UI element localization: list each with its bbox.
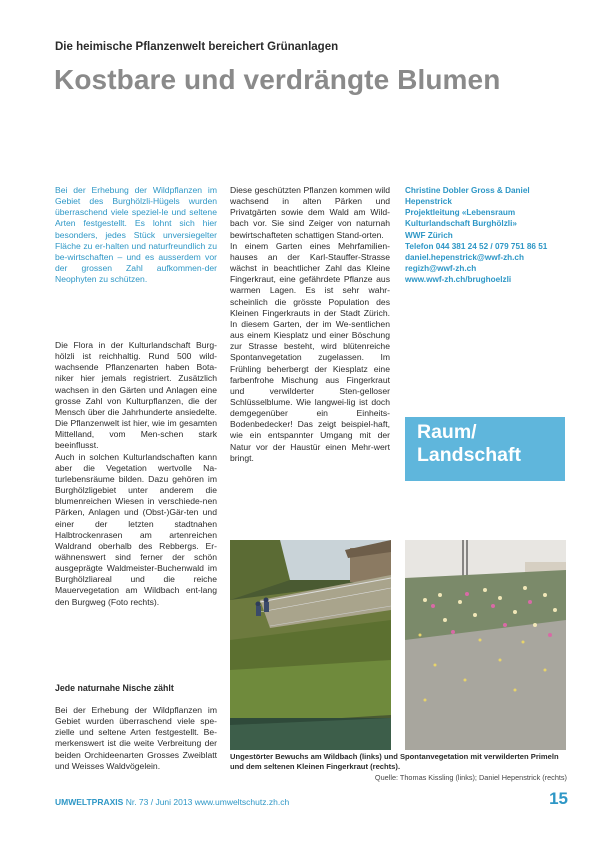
section-heading: Jede naturnahe Nische zählt xyxy=(55,683,174,693)
photo-source: Quelle: Thomas Kissling (links); Daniel Hepenstrick (rechts) xyxy=(374,773,567,782)
article-title: Kostbare und verdrängte Blumen xyxy=(54,64,501,95)
body-paragraph: Bei der Erhebung der Wildpflanzen im Gebiet wurden überraschend viele spe-zielle und seltene Arten festgestellt. Be-merkenswert ist die weite Verbreitung der beiden Orchideenarten Grosses Zweiblatt und Weisses Waldvögelein. xyxy=(55,705,217,771)
section-badge xyxy=(405,417,565,481)
credit-website: www.wwf-zh.ch/brughoelzli xyxy=(405,275,512,285)
body-column-2 xyxy=(230,185,390,464)
badge-line: Landschaft xyxy=(417,444,522,466)
badge-line: Raum/ xyxy=(417,421,477,443)
credit-email: regizh@wwf-zh.ch xyxy=(405,264,477,274)
body-paragraph: Auch in solchen Kulturlandschaften kann aber die Vegetation wertvolle Na-turlebensräume bilden. Dazu gehören im Burghölzligebiet unter anderem die blumenreichen Wiesen in verschiede-nen Pärken, Anlagen und (Obst-)Gär-ten und einer der letzten stadtnahen Halbtrockenrasen am artenreichen Waldrand oberhalb des Rebbergs. Er-wähnenswert sind ferner der schön ausgeprägte Waldmeister-Buchenwald im Burghölzliareal und die reiche Mauervegetation am Wildbach ent-lang den Burgweg (Foto rechts). xyxy=(55,451,217,607)
photo-wildbach xyxy=(230,540,391,750)
footer-issue: Nr. 73 / Juni 2013 xyxy=(125,797,193,807)
page-number: 15 xyxy=(549,789,568,808)
body-column-1-lower xyxy=(55,705,217,772)
lead-text: Bei der Erhebung der Wildpflanzen im Gebiet des Burghölzli-Hügels wurden überraschend viele speziel-le und seltene Arten festgestellt. Es lohnt sich hier besonders, jedes Stück unversiegelter Fläche zu er-halten und naturfreundlich zu be-wirtschaften – und es ausserdem vor der grossen Zahl aufkommen-der Neophyten zu schützen. xyxy=(55,185,217,285)
footer-brand: UMWELTPRAXIS xyxy=(55,797,124,807)
body-paragraph: Die Flora in der Kulturlandschaft Burg-hölzli ist reichhaltig. Rund 500 wild-wachsende Pflanzenarten haben Bota-niker hier jemals registriert. Zusätzlich wachsen in den Gärten und Anlagen eine grosse Zahl von Kulturpflanzen, die der Mensch über die Jahrhunderte ansiedelte. Die Pflanzenwelt ist hier, wie im gesamten Mittelland, vom Men-schen stark beeinflusst. xyxy=(55,340,217,451)
credit-email: daniel.hepenstrick@wwf-zh.ch xyxy=(405,252,524,262)
lead-paragraph xyxy=(55,185,217,285)
photo-primroses xyxy=(405,540,566,750)
credit-org: WWF Zürich xyxy=(405,230,453,240)
credit-role: Kulturlandschaft Burghölzli» xyxy=(405,219,517,229)
body-column-1 xyxy=(55,340,217,608)
credit-name: Hepenstrick xyxy=(405,197,452,207)
page-footer xyxy=(55,797,289,807)
credit-name: Christine Dobler Gross & Daniel xyxy=(405,186,530,195)
body-paragraph: In einem Garten eines Mehrfamilien-hauses an der Karl-Stauffer-Strasse wächst in beachtlicher Zahl das Kleine Fingerkraut, eine gefährdete Pflanze aus warmen Lagen. Es ist sehr wahr-scheinlich die grösste Population des Kleinen Fingerkrauts in der Stadt Zürich. In diesem Garten, der im We-sentlichen aus einem Kiesplatz und einer Böschung zur Strasse besteht, wird blütenreiche Spontanvegetation zugelassen. Im Frühling beherbergt der Kiesplatz eine farbenfrohe Mischung aus Fingerkraut und verwilderter Sten-gelloser Schlüsselblume. Wie langwei-lig ist doch demgegenüber ein Einheits-Bodenbedecker! Das zeigt beispiel-haft, wie ein entspannter Umgang mit der Natur vor der Haustür einen Mehr-wert bringt. xyxy=(230,240,390,463)
credit-role: Projektleitung «Lebensraum xyxy=(405,208,516,218)
photo-caption: Ungestörter Bewuchs am Wildbach (links) und Spontanvegetation mit verwilderten Primeln und dem seltenen Kleinen Fingerkraut (rechts). xyxy=(230,752,559,771)
article-kicker: Die heimische Pflanzenwelt bereichert Grünanlagen xyxy=(55,41,339,53)
author-credits xyxy=(405,185,565,285)
credit-phone: Telefon 044 381 24 52 / 079 751 86 51 xyxy=(405,241,548,251)
footer-url[interactable]: www.umweltschutz.zh.ch xyxy=(194,797,290,807)
body-paragraph: Diese geschützten Pflanzen kommen wild wachsend in alten Pärken und Privatgärten sowie dem Wald am Wild-bach vor. Sie sind Zeiger von naturnah bewirtschafteten schattigen Stand-orten. xyxy=(230,185,390,240)
